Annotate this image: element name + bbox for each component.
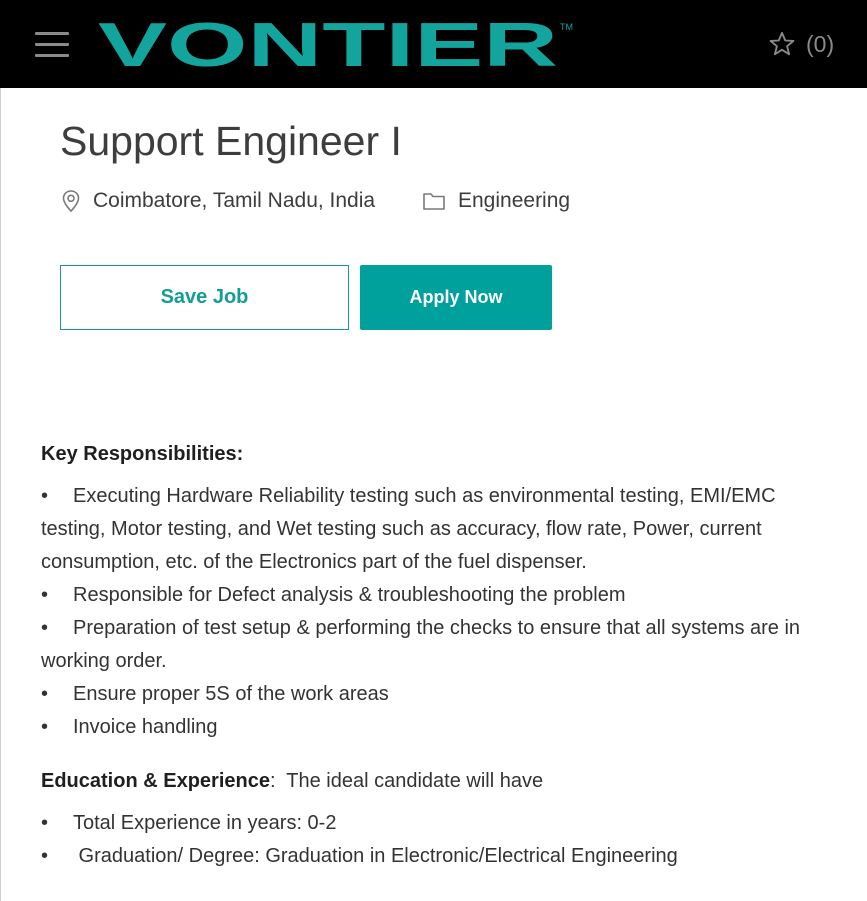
favorites-button[interactable]	[768, 30, 834, 58]
list-item: • Ensure proper 5S of the work areas	[41, 683, 389, 705]
folder-icon	[422, 191, 446, 211]
location-pin-icon	[61, 189, 81, 213]
list-item: • Executing Hardware Reliability testing such as environmental testing, EMI/EMC testing, Motor testing, and Wet testing such as accuracy, flow rate, Power, current consumption, etc. of the Electronics part of the fuel dispenser.	[41, 485, 776, 573]
list-item: • Total Experience in years: 0-2	[41, 812, 337, 834]
apply-now-button[interactable]: Apply Now	[360, 265, 552, 330]
vontier-logo[interactable]	[98, 20, 578, 70]
responsibilities-list	[41, 480, 831, 744]
favorites-count: (0)	[806, 30, 835, 57]
save-job-button[interactable]: Save Job	[60, 265, 349, 330]
list-item: • Graduation/ Degree: Graduation in Electronic/Electrical Engineering	[41, 845, 678, 867]
job-location	[61, 189, 375, 213]
list-item: • Preparation of test setup & performing the checks to ensure that all systems are in working order.	[41, 617, 801, 672]
education-heading: Education & Experience	[41, 770, 270, 792]
education-intro: Education & Experience: The ideal candidate will have	[41, 770, 544, 792]
education-list	[41, 807, 831, 873]
list-item: • Invoice handling	[41, 716, 218, 738]
responsibilities-heading: Key Responsibilities:	[41, 443, 244, 465]
job-description	[41, 438, 831, 873]
category-text: Engineering	[458, 189, 571, 212]
svg-text:VONTIER: VONTIER	[98, 20, 558, 70]
list-item: • Responsible for Defect analysis & troubleshooting the problem	[41, 584, 626, 606]
job-title: Support Engineer I	[60, 118, 402, 164]
menu-icon[interactable]	[35, 32, 69, 58]
site-header	[0, 0, 867, 88]
panel-border	[0, 88, 1, 901]
location-text: Coimbatore, Tamil Nadu, India	[93, 189, 376, 212]
svg-text:TM: TM	[560, 22, 573, 32]
star-icon	[768, 30, 796, 58]
job-category	[422, 189, 570, 213]
